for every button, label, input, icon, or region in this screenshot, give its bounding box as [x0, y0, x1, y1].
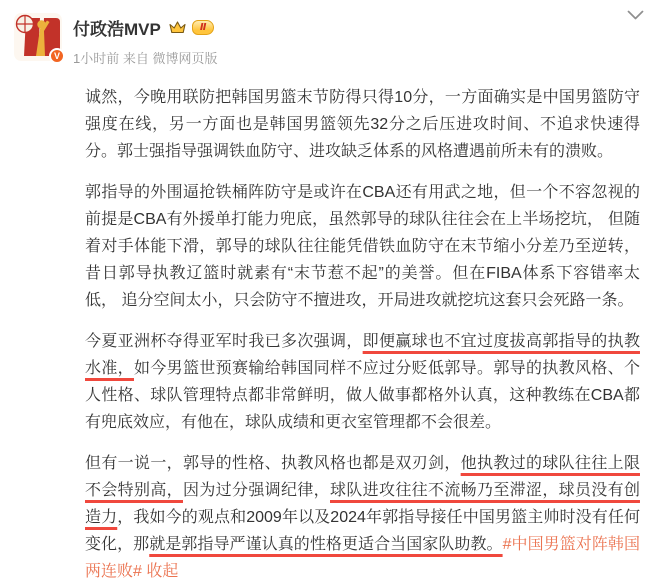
marker-underlined-text: 球队进攻往往不流畅乃至滞涩，球员没有创造力 [85, 482, 640, 526]
marker-underlined-text: 就是郭指导严谨认真的性格更适合当国家队助教。 [149, 536, 503, 553]
post-meta [73, 48, 218, 67]
text-segment: 诚然，今晚用联防把韩国男篮末节防得只得10分，一方面确实是中国男篮防守强度在线，另一方面也是韩国男篮领先32分之后压进攻时间、不追求快速得分。郭士强指导强调铁血防守、进攻缺乏体系的风格遭遇前所未有的溃败。 [85, 89, 640, 160]
timestamp: 1小时前 [73, 51, 120, 66]
source-link[interactable]: 微博网页版 [152, 51, 218, 66]
verified-v-icon: V [49, 48, 65, 64]
source-prefix: 来自 [122, 51, 149, 66]
marker-underlined-text: 他执教过的球队往往上限不会特别高， [85, 455, 640, 499]
post-header [0, 0, 660, 67]
hashtag-link[interactable]: #中国男篮对阵韩国两连败# [85, 536, 640, 580]
chevron-down-icon[interactable] [627, 10, 644, 21]
post-paragraph [85, 179, 640, 314]
post-paragraph [85, 450, 640, 585]
post-paragraph [85, 84, 640, 165]
text-segment: 因为过分强调纪律， [183, 482, 330, 499]
text-segment: 如今男篮世预赛输给韩国同样不应过分贬低郭导。郭导的执教风格、个人性格、球队管理特点都非常鲜明，做人做事都格外认真，这种教练在CBA都有兜底效应，有他在，球队成绩和更衣室管理都不会很差。 [85, 360, 640, 431]
marker-underlined-text: 即便赢球也不宜过度拔高郭指导的执教水准， [85, 333, 640, 377]
text-segment: ，我如今的观点和2009年以及2024年郭指导接任中国男篮主帅时没有任何变化，那 [85, 509, 640, 553]
text-segment: 今夏亚洲杯夺得亚军时我已多次强调， [85, 333, 363, 350]
author-block [73, 13, 218, 67]
post-content [85, 84, 640, 585]
vip-crown-icon [168, 20, 187, 35]
post-paragraph [85, 328, 640, 436]
author-name[interactable]: 付政浩MVP [73, 20, 161, 39]
avatar[interactable] [14, 13, 62, 61]
collapse-link[interactable]: 收起 [146, 563, 179, 580]
text-segment: 郭指导的外围逼抢铁桶阵防守是或许在CBA还有用武之地，但一个不容忽视的前提是CBA有外援单打能力兜底，虽然郭导的球队往往会在上半场挖坑， 但随着对手体能下滑，郭导的球队往往能凭借铁血防守在末节缩小分差乃至逆转，昔日郭导执教辽篮时就素有“末节惹不起”的美誉。但在FIBA体系下容错率太低， 追分空间太小，只会防守不擅进攻，开局进攻就挖坑这套只会死路一条。 [85, 184, 640, 309]
vip-level-badge: Ⅱ [192, 20, 215, 35]
text-segment: 但有一说一，郭导的性格、执教风格也都是双刃剑， [85, 455, 461, 472]
